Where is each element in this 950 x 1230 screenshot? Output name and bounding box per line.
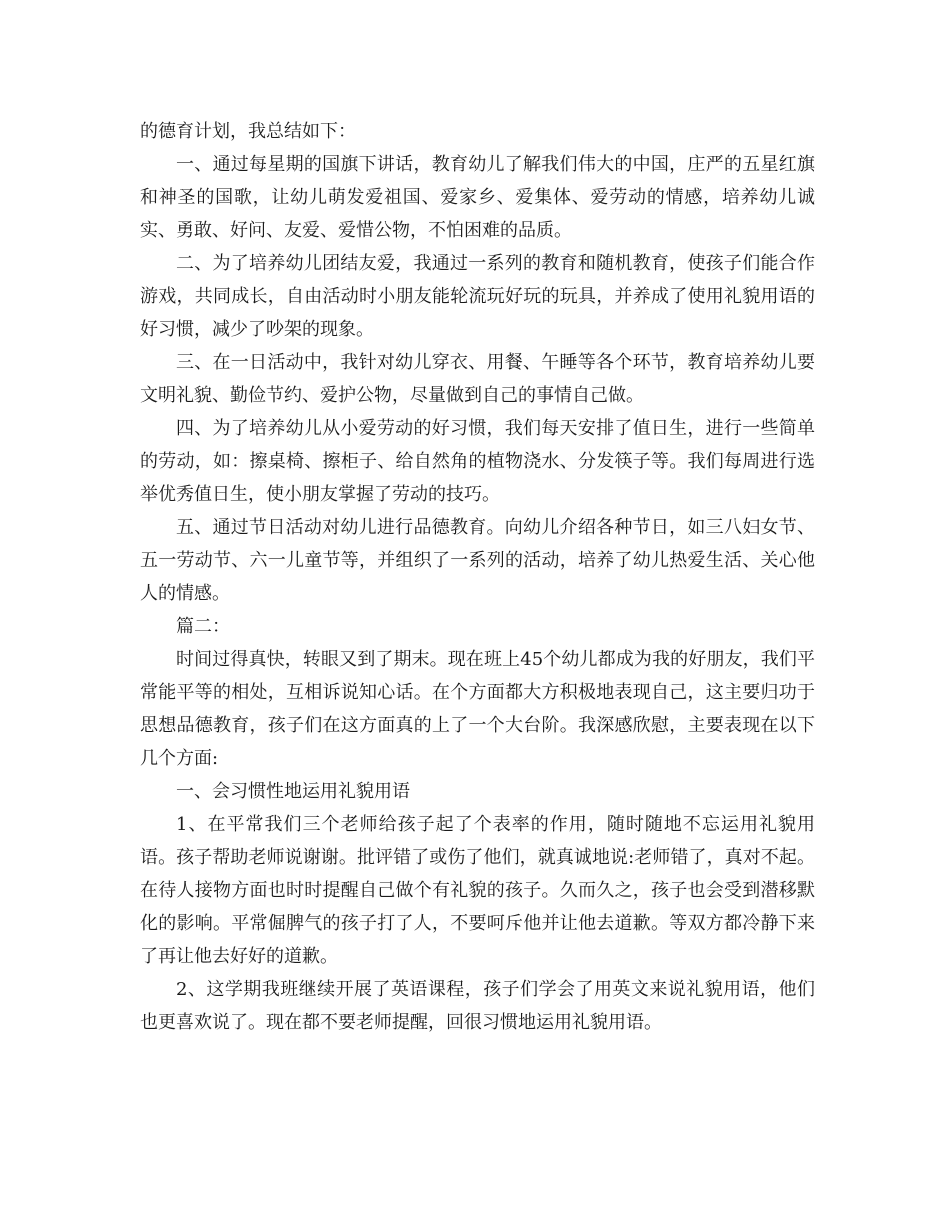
paragraph-item-4: 四、为了培养幼儿从小爱劳动的好习惯，我们每天安排了值日生，进行一些简单的劳动，如：擦桌椅、擦柜子、给自然角的植物浇水、分发筷子等。我们每周进行选举优秀值日生，使小朋友掌握了劳动的技巧。 <box>140 418 815 505</box>
paragraph-intro-continuation: 的德育计划，我总结如下： <box>140 121 356 142</box>
paragraph-part-two-intro: 时间过得真快，转眼又到了期末。现在班上45个幼儿都成为我的好朋友，我们平常能平等的相处，互相诉说知心话。在个方面都大方积极地表现自己，这主要归功于思想品德教育，孩子们在这方面真的上了一个大台阶。我深感欣慰，主要表现在以下几个方面: <box>140 649 815 769</box>
section-heading-part-two: 篇二： <box>176 616 230 637</box>
paragraph-item-3: 三、在一日活动中，我针对幼儿穿衣、用餐、午睡等各个环节，教育培养幼儿要文明礼貌、勤俭节约、爱护公物，尽量做到自己的事情自己做。 <box>140 352 815 406</box>
paragraph-item-1: 一、通过每星期的国旗下讲话，教育幼儿了解我们伟大的中国，庄严的五星红旗和神圣的国歌，让幼儿萌发爱祖国、爱家乡、爱集体、爱劳动的情感，培养幼儿诚实、勇敢、好问、友爱、爱惜公物，不怕困难的品质。 <box>140 154 815 241</box>
paragraph-point-1: 1、在平常我们三个老师给孩子起了个表率的作用，随时随地不忘运用礼貌用语。孩子帮助老师说谢谢。批评错了或伤了他们，就真诚地说:老师错了，真对不起。在待人接物方面也时时提醒自己做个有礼貌的孩子。久而久之，孩子也会受到潜移默化的影响。平常倔脾气的孩子打了人，不要呵斥他并让他去道歉。等双方都冷静下来了再让他去好好的道歉。 <box>140 814 815 967</box>
paragraph-point-2: 2、这学期我班继续开展了英语课程，孩子们学会了用英文来说礼貌用语，他们也更喜欢说了。现在都不要老师提醒，回很习惯地运用礼貌用语。 <box>140 979 815 1033</box>
document-body <box>140 115 815 1039</box>
subheading-polite-language: 一、会习惯性地运用礼貌用语 <box>176 781 410 802</box>
paragraph-item-2: 二、为了培养幼儿团结友爱，我通过一系列的教育和随机教育，使孩子们能合作游戏，共同成长，自由活动时小朋友能轮流玩好玩的玩具，并养成了使用礼貌用语的好习惯，减少了吵架的现象。 <box>140 253 815 340</box>
paragraph-item-5: 五、通过节日活动对幼儿进行品德教育。向幼儿介绍各种节日，如三八妇女节、五一劳动节、六一儿童节等，并组织了一系列的活动，培养了幼儿热爱生活、关心他人的情感。 <box>140 517 815 604</box>
